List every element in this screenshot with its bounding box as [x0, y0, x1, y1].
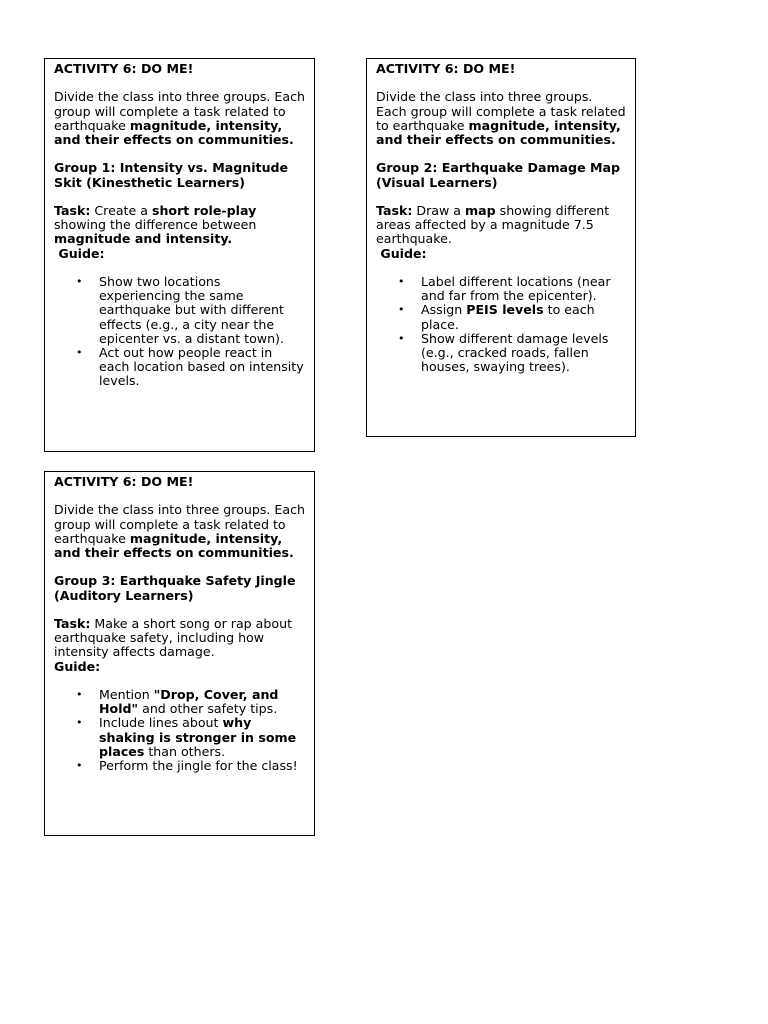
card-intro: Divide the class into three groups. Each group will complete a task related to earthquake magnitude, intensity, and their effects on communities. [376, 89, 626, 147]
guide-label: Guide: [376, 245, 427, 261]
list-item: • Act out how people react in each location based on intensity levels. [99, 346, 305, 389]
card-intro: Divide the class into three groups. Each group will complete a task related to earthquake magnitude, intensity, and their effects on communities. [54, 89, 306, 147]
list-item: • Label different locations (near and far from the epicenter). [421, 275, 626, 303]
card-title: ACTIVITY 6: DO ME! [376, 61, 516, 76]
activity-card-group-1 [44, 58, 315, 452]
guide-label: Guide: [54, 658, 101, 674]
card-title: ACTIVITY 6: DO ME! [54, 61, 194, 76]
list-item: • Perform the jingle for the class! [99, 759, 305, 773]
activity-card-group-2 [366, 58, 636, 437]
activity-card-group-3 [44, 471, 315, 836]
guide-list [54, 275, 305, 389]
group-heading: Group 2: Earthquake Damage Map (Visual Learners) [376, 160, 621, 190]
guide-list [376, 275, 626, 374]
list-item: • Show different damage levels (e.g., cracked roads, fallen houses, swaying trees). [421, 332, 626, 375]
list-item: • Mention "Drop, Cover, and Hold" and other safety tips. [99, 688, 305, 716]
group-heading: Group 3: Earthquake Safety Jingle (Auditory Learners) [54, 573, 296, 603]
task-description: Task: Make a short song or rap about earthquake safety, including how intensity affects damage. [54, 615, 293, 660]
guide-list [54, 688, 305, 773]
card-title: ACTIVITY 6: DO ME! [54, 474, 194, 489]
list-item: • Show two locations experiencing the same earthquake but with different effects (e.g., a city near the epicenter vs. a distant town). [99, 275, 305, 346]
group-heading: Group 1: Intensity vs. Magnitude Skit (Kinesthetic Learners) [54, 160, 289, 190]
list-item: • Assign PEIS levels to each place. [421, 303, 626, 331]
card-intro: Divide the class into three groups. Each group will complete a task related to earthquake magnitude, intensity, and their effects on communities. [54, 502, 306, 560]
task-description: Task: Create a short role-play showing the difference between magnitude and intensity. [54, 202, 257, 247]
task-description: Task: Draw a map showing different areas affected by a magnitude 7.5 earthquake. [376, 202, 610, 247]
guide-label: Guide: [54, 245, 105, 261]
list-item: • Include lines about why shaking is stronger in some places than others. [99, 716, 305, 759]
